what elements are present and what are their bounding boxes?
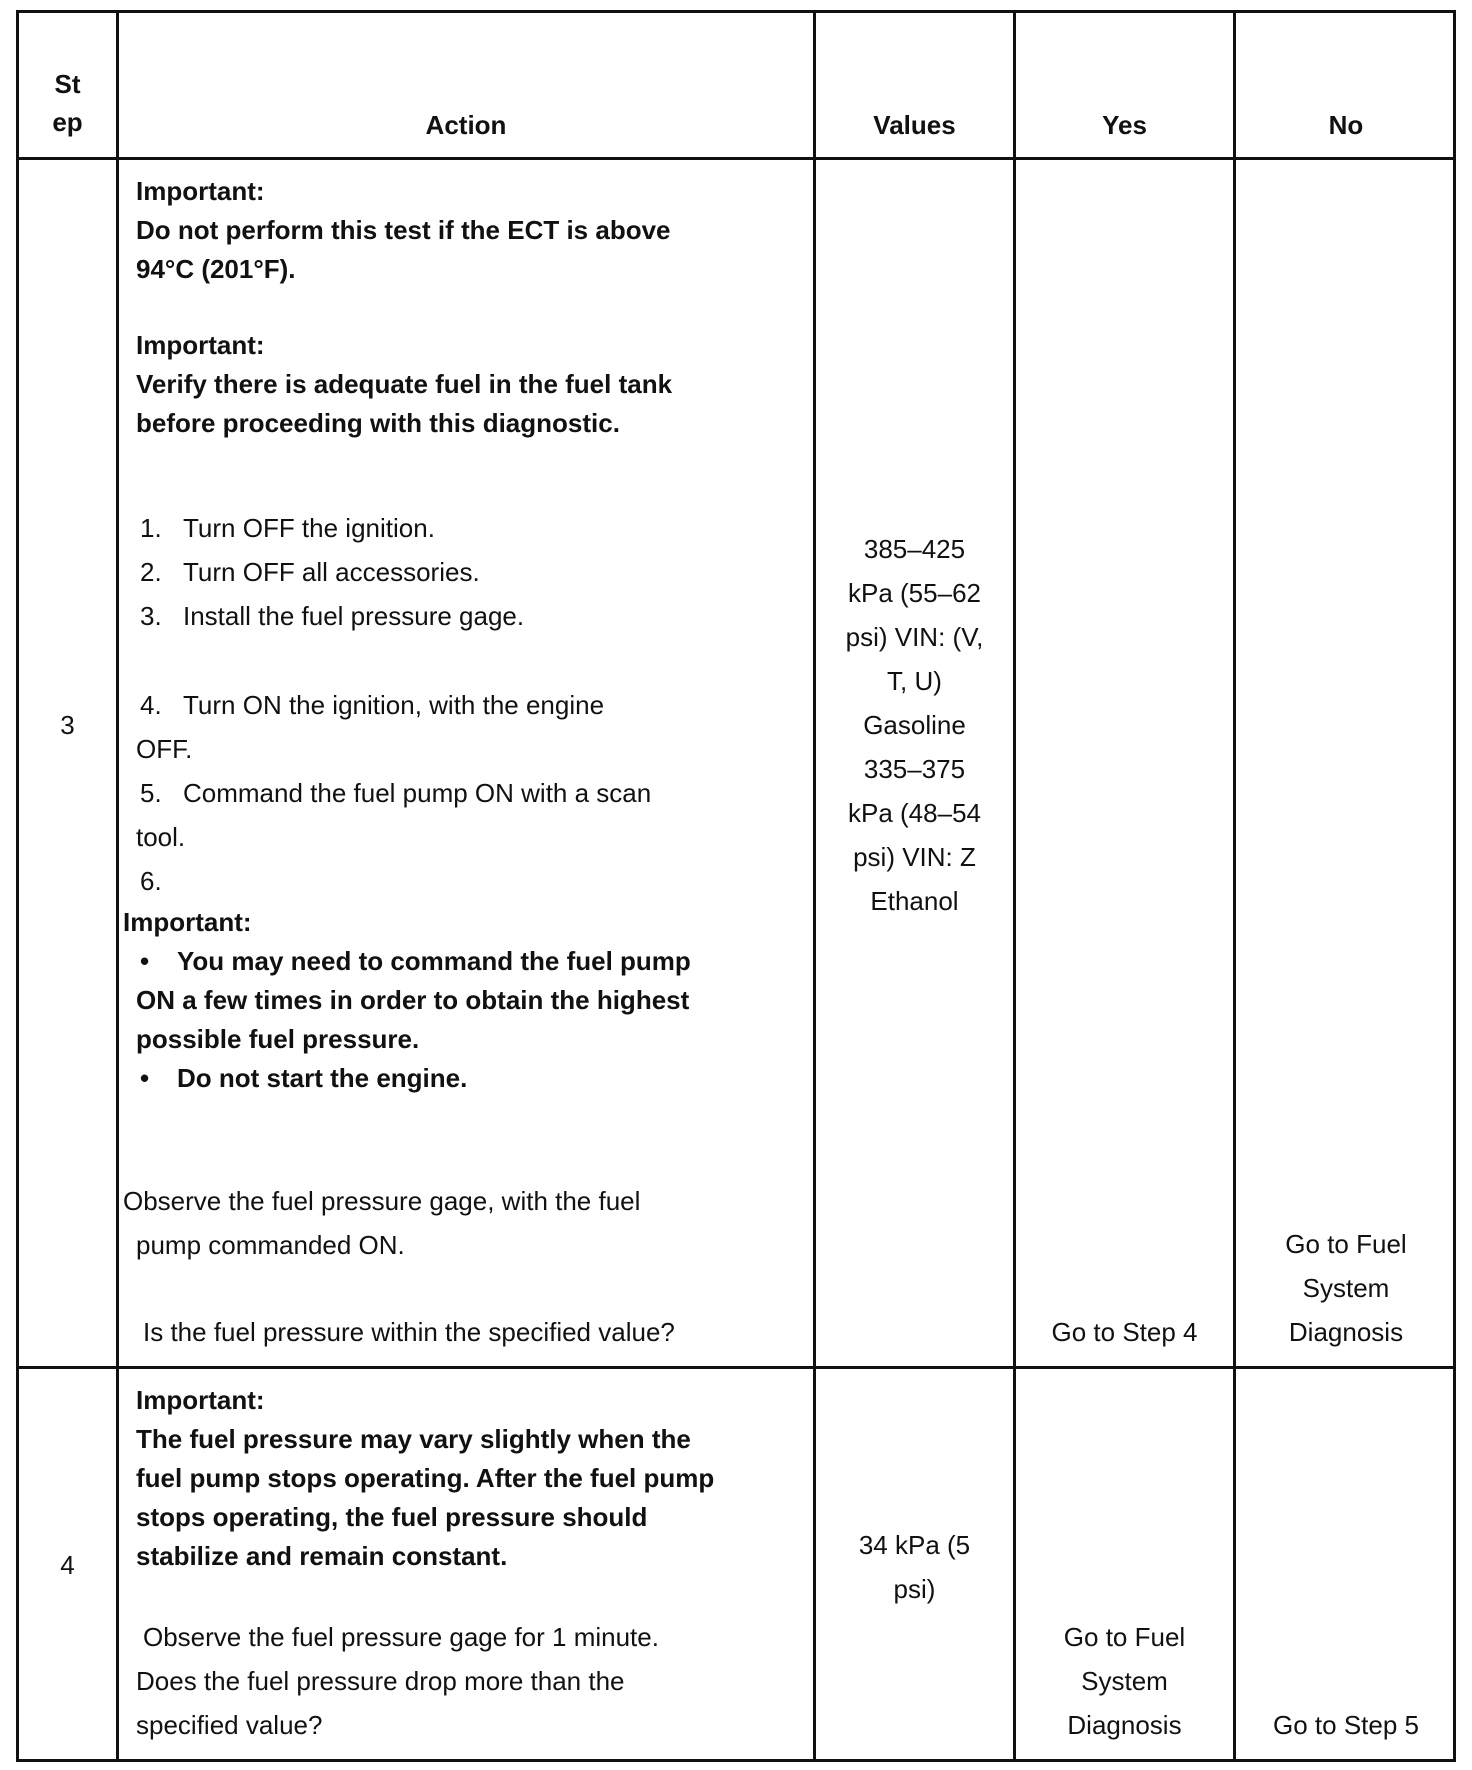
step-number-3: 3 <box>60 710 75 740</box>
diagnostic-table: St ep Action Values Yes No 3 Important: Do not perform this test if the ECT is above 94°C (201°F). Important: Verify there is adequate fuel in the fuel tank before proceeding with this diagnostic. 1. Turn OFF the ignition. 2. Turn OFF all accessories. 3. Install the fuel pressure gage. 4. Turn ON the ignition, with the engine OFF. 5. Command the fuel pump ON with a scan tool. 6. Important: • You may need to command the fuel pump ON a few times in order to obtain the highest possible fuel pressure. • Do not start the engine. Observe the fuel pressure gage, with the fuel pump commanded ON. Is the fuel pressure within the specified value? 385–425 kPa (55–62 psi) VIN: (V, T, U) Gasoline 335–375 kPa (48–54 psi) VIN: Z Ethanol Go to Step 4 Go to Fuel System Diagnosis 4 Important: The fuel pressure may vary slightly when the fuel pump stops operating. After the fuel pump stops operating, the fuel pressure should stabilize and remain constant. Observe the fuel pressure gage for 1 minute. Does the fuel pressure drop more than the specified value? 34 kPa (5 psi) Go to Fuel System Diagnosis Go to Step 5 <box>16 10 1456 1762</box>
header-no: No <box>1328 110 1364 140</box>
row3-no-link[interactable]: Go to Fuel System Diagnosis <box>1285 1229 1407 1347</box>
observe-text: Observe the fuel pressure gage for 1 minute. <box>143 1622 659 1652</box>
row4-yes-link[interactable]: Go to Fuel System Diagnosis <box>1063 1622 1186 1740</box>
bullet-icon: • <box>140 1063 150 1093</box>
header-step: St ep <box>52 69 83 137</box>
row4-values: 34 kPa (5 psi) <box>858 1530 971 1604</box>
bullet-item: • You may need to command the fuel pump <box>140 946 691 976</box>
header-yes: Yes <box>1102 110 1147 140</box>
column-divider <box>1013 13 1016 1759</box>
important-label: Important: <box>136 330 265 360</box>
column-divider <box>1233 13 1236 1759</box>
important-label: Important: <box>123 907 252 937</box>
question-text: Does the fuel pressure drop more than the <box>136 1666 625 1696</box>
observe-text: Observe the fuel pressure gage, with the fuel <box>123 1186 641 1216</box>
column-divider <box>116 13 119 1759</box>
list-item: 4. Turn ON the ignition, with the engine <box>140 690 605 720</box>
header-action: Action <box>425 110 507 140</box>
row-divider <box>19 1366 1453 1369</box>
list-item: 3. Install the fuel pressure gage. <box>140 601 525 631</box>
row-divider <box>19 157 1453 160</box>
row4-no-link[interactable]: Go to Step 5 <box>1273 1710 1419 1740</box>
header-values: Values <box>873 110 956 140</box>
question-text: Is the fuel pressure within the specified value? <box>143 1317 675 1347</box>
row3-values: 385–425 kPa (55–62 psi) VIN: (V, T, U) Gasoline 335–375 kPa (48–54 psi) VIN: Z Ethanol <box>845 534 984 916</box>
list-item: 6. <box>140 866 162 896</box>
list-item: 5. Command the fuel pump ON with a scan <box>140 778 652 808</box>
bullet-item: • Do not start the engine. <box>140 1063 468 1093</box>
important-label: Important: <box>136 176 265 206</box>
important-label: Important: <box>136 1385 265 1415</box>
list-item: 2. Turn OFF all accessories. <box>140 557 480 587</box>
row3-yes-link[interactable]: Go to Step 4 <box>1051 1317 1198 1347</box>
bullet-icon: • <box>140 946 150 976</box>
list-item: 1. Turn OFF the ignition. <box>140 513 435 543</box>
step-number-4: 4 <box>60 1550 75 1580</box>
